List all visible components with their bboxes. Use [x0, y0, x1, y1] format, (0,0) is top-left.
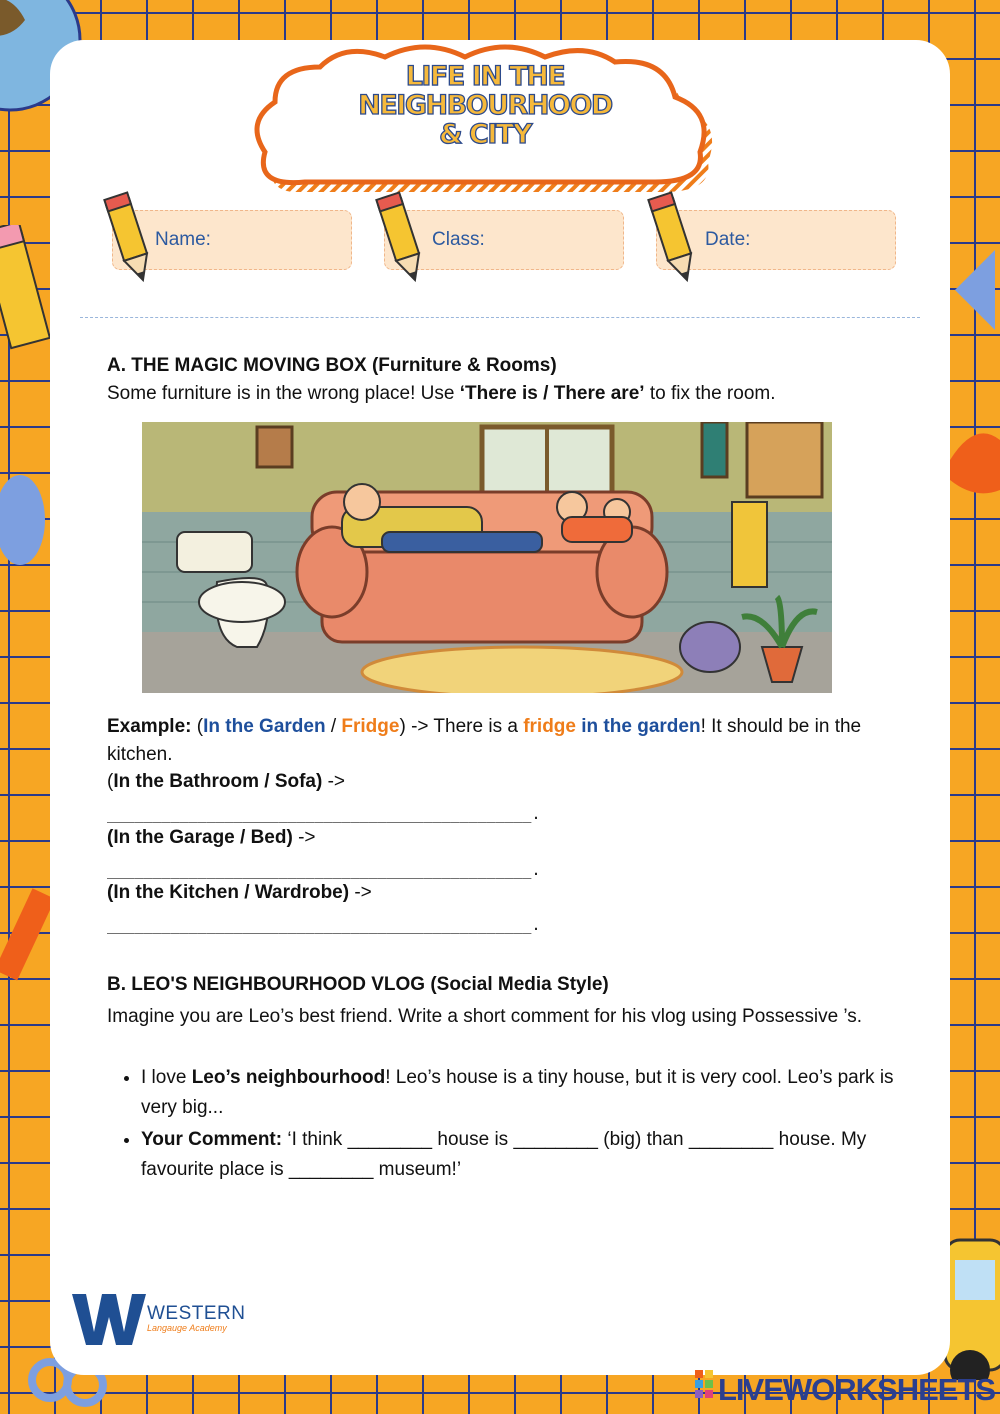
name-label: Name:	[155, 229, 211, 250]
instruction-keyphrase: ‘There is / There are’	[459, 383, 645, 404]
crayon-decoration	[0, 880, 50, 1000]
living-room-illustration	[142, 422, 832, 693]
example-separator: /	[325, 716, 342, 737]
answer-line[interactable]: _______________________________________________.	[107, 805, 541, 823]
title-line-2: NEIGHBOURHOOD	[358, 90, 612, 121]
section-b-instruction: Imagine you are Leo’s best friend. Write a short comment for his vlog using Possessive ’s.	[107, 1006, 863, 1027]
comment-text: (big) than	[598, 1129, 689, 1150]
brush-decoration	[950, 420, 1000, 500]
answer-line[interactable]: _______________________________________________.	[107, 916, 541, 934]
pencil-icon	[644, 190, 704, 290]
example-paren: (	[191, 716, 204, 737]
comment-text: ‘I think	[282, 1129, 348, 1150]
exercise-prompt: (In the Kitchen / Wardrobe)	[107, 882, 350, 903]
bullet-keyphrase: Leo’s neighbourhood	[191, 1067, 386, 1088]
exercise-arrow: ->	[292, 827, 316, 848]
logo-name: WESTERN	[147, 1303, 246, 1324]
comment-blank[interactable]: ________	[288, 1159, 374, 1180]
comment-blank[interactable]: ________	[347, 1129, 433, 1150]
leaf-decoration	[0, 470, 55, 570]
list-item	[141, 1125, 897, 1185]
western-logo-icon	[72, 1292, 147, 1347]
date-label: Date:	[705, 229, 751, 250]
instruction-text: Some furniture is in the wrong place! Use	[107, 383, 460, 404]
example-text: ) -> There is a	[399, 716, 524, 737]
logo-subtitle: Langauge Academy	[147, 1323, 227, 1333]
example-rest: ! It should be in the kitchen.	[107, 716, 862, 765]
comment-text: house is	[432, 1129, 514, 1150]
example-item: Fridge	[341, 716, 400, 737]
exercise-arrow: ->	[322, 771, 346, 792]
example-line	[107, 713, 897, 769]
class-label: Class:	[432, 229, 485, 250]
pencil-icon	[100, 190, 160, 290]
leaf-decoration-right	[945, 240, 1000, 340]
section-a-instruction	[107, 380, 897, 408]
example-place: In the Garden	[203, 716, 326, 737]
comment-text: house. My favourite place is	[141, 1129, 867, 1180]
exercise-2	[107, 824, 897, 852]
title-line-3: & CITY	[439, 119, 531, 150]
example-label: Example:	[107, 716, 192, 737]
title-line-1: LIFE IN THE	[405, 61, 565, 92]
comment-label: Your Comment:	[141, 1129, 283, 1150]
worksheet-title	[290, 62, 680, 149]
section-b-heading: B. LEO'S NEIGHBOURHOOD VLOG (Social Media Style)	[107, 974, 609, 995]
pencil-icon	[372, 190, 432, 290]
bullet-text: I love	[141, 1067, 192, 1088]
exercise-3	[107, 879, 897, 907]
answer-line[interactable]: _______________________________________________.	[107, 861, 541, 879]
exercise-1	[107, 768, 897, 796]
section-a-heading: A. THE MAGIC MOVING BOX (Furniture & Rooms)	[107, 355, 557, 376]
list-item	[141, 1063, 897, 1123]
exercise-prompt: (In the Garage / Bed)	[107, 827, 293, 848]
exercise-paren: (	[107, 771, 114, 792]
section-b-bullets	[107, 1063, 897, 1187]
example-answer-place: in the garden	[581, 716, 701, 737]
example-answer-item: fridge	[523, 716, 576, 737]
exercise-arrow: ->	[349, 882, 372, 903]
comment-blank[interactable]: ________	[513, 1129, 598, 1150]
exercise-prompt: In the Bathroom / Sofa)	[113, 771, 323, 792]
bullet-text-end: ! Leo’s house is a tiny house, but it is very cool. Leo’s park is very big...	[141, 1067, 894, 1118]
comment-text: museum!’	[373, 1159, 462, 1180]
instruction-text-end: to fix the room.	[644, 383, 776, 404]
divider-line	[80, 317, 920, 318]
comment-blank[interactable]: ________	[688, 1129, 774, 1150]
liveworksheets-watermark: LIVEWORKSHEETS	[718, 1372, 996, 1407]
